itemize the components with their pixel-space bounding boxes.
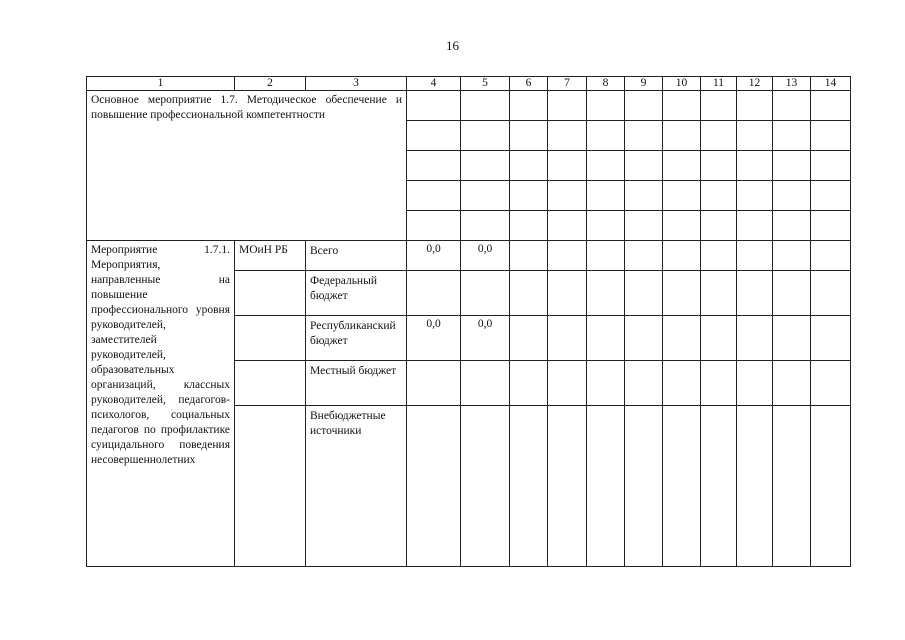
funding-source: Республиканский бюджет: [310, 320, 396, 347]
column-number: 6: [510, 77, 548, 91]
activity-description-cell: [87, 241, 235, 567]
main-activity-cell: [87, 91, 407, 241]
empty-cell: [737, 271, 773, 316]
column-number: 8: [587, 77, 625, 91]
empty-cell: [510, 181, 548, 211]
funding-source-cell: [306, 316, 407, 361]
amount-value: [407, 271, 460, 272]
amount-value: [407, 406, 460, 407]
empty-cell: [587, 211, 625, 241]
empty-cell: [663, 271, 701, 316]
empty-cell: [407, 181, 461, 211]
empty-cell: [663, 241, 701, 271]
empty-cell: [737, 406, 773, 567]
empty-cell: [510, 271, 548, 316]
empty-cell: [773, 211, 811, 241]
empty-cell: [548, 316, 587, 361]
funding-source: Внебюджетные источники: [310, 410, 386, 437]
column-number: 12: [737, 77, 773, 91]
empty-cell: [548, 361, 587, 406]
empty-cell: [625, 151, 663, 181]
empty-cell: [701, 406, 737, 567]
page-number: 16: [446, 38, 459, 53]
empty-cell: [587, 151, 625, 181]
empty-cell: [701, 211, 737, 241]
empty-cell: [663, 316, 701, 361]
empty-cell: [737, 316, 773, 361]
empty-cell: [737, 91, 773, 121]
amount-cell: [461, 361, 510, 406]
empty-cell: [461, 181, 510, 211]
empty-cell: [587, 361, 625, 406]
column-number: 13: [773, 77, 811, 91]
empty-cell: [548, 211, 587, 241]
empty-cell: [663, 151, 701, 181]
empty-cell: [811, 121, 851, 151]
empty-cell: [773, 181, 811, 211]
empty-cell: [587, 121, 625, 151]
empty-cell: [461, 211, 510, 241]
funding-source: Всего: [310, 245, 339, 257]
empty-cell: [510, 121, 548, 151]
empty-cell: [811, 181, 851, 211]
executor-cell: [235, 316, 306, 361]
funding-source: Федеральный бюджет: [310, 275, 377, 302]
empty-cell: [663, 121, 701, 151]
table-row: [87, 241, 851, 271]
main-activity-title: Основное мероприятие 1.7. Методическое обеспечение и повышение профессиональной компетентности: [91, 94, 402, 121]
empty-cell: [737, 241, 773, 271]
executor-cell: [235, 361, 306, 406]
empty-cell: [625, 406, 663, 567]
column-number-row: [87, 77, 851, 91]
amount-value: 0,0: [477, 318, 493, 330]
empty-cell: [773, 91, 811, 121]
empty-cell: [625, 211, 663, 241]
empty-cell: [737, 361, 773, 406]
empty-cell: [773, 241, 811, 271]
empty-cell: [510, 211, 548, 241]
empty-cell: [587, 241, 625, 271]
empty-cell: [663, 181, 701, 211]
empty-cell: [407, 91, 461, 121]
empty-cell: [811, 316, 851, 361]
funding-source-cell: [306, 361, 407, 406]
amount-cell: [461, 406, 510, 567]
empty-cell: [510, 316, 548, 361]
executor-cell: [235, 406, 306, 567]
amount-cell: [461, 271, 510, 316]
empty-cell: [407, 151, 461, 181]
empty-cell: [625, 121, 663, 151]
empty-cell: [548, 241, 587, 271]
column-number: 9: [625, 77, 663, 91]
column-number: 14: [811, 77, 851, 91]
empty-cell: [587, 91, 625, 121]
amount-value: [461, 361, 509, 362]
empty-cell: [625, 361, 663, 406]
empty-cell: [625, 241, 663, 271]
empty-cell: [548, 121, 587, 151]
empty-cell: [663, 361, 701, 406]
empty-cell: [773, 151, 811, 181]
empty-cell: [701, 121, 737, 151]
empty-cell: [587, 181, 625, 211]
column-number: 7: [548, 77, 587, 91]
amount-cell: [407, 406, 461, 567]
empty-cell: [510, 406, 548, 567]
empty-cell: [811, 91, 851, 121]
empty-cell: [811, 241, 851, 271]
amount-value: [407, 361, 460, 362]
empty-cell: [701, 91, 737, 121]
column-number: 3: [306, 77, 407, 91]
amount-value: 0,0: [477, 243, 493, 255]
empty-cell: [811, 271, 851, 316]
funding-source-cell: [306, 406, 407, 567]
empty-cell: [548, 181, 587, 211]
executor-cell: [235, 241, 306, 271]
amount-cell: [461, 316, 510, 361]
empty-cell: [811, 361, 851, 406]
empty-cell: [625, 271, 663, 316]
funding-source: Местный бюджет: [310, 365, 397, 377]
empty-cell: [548, 151, 587, 181]
empty-cell: [548, 91, 587, 121]
empty-cell: [663, 211, 701, 241]
empty-cell: [663, 91, 701, 121]
empty-cell: [773, 361, 811, 406]
empty-cell: [587, 316, 625, 361]
budget-table: [86, 76, 851, 567]
empty-cell: [701, 181, 737, 211]
executor-cell: [235, 271, 306, 316]
empty-cell: [548, 271, 587, 316]
empty-cell: [811, 211, 851, 241]
empty-cell: [461, 91, 510, 121]
empty-cell: [773, 406, 811, 567]
table-row: [87, 91, 851, 121]
amount-value: [461, 271, 509, 272]
empty-cell: [587, 406, 625, 567]
empty-cell: [663, 406, 701, 567]
empty-cell: [510, 241, 548, 271]
empty-cell: [701, 151, 737, 181]
empty-cell: [737, 151, 773, 181]
empty-cell: [701, 271, 737, 316]
column-number: 5: [461, 77, 510, 91]
empty-cell: [510, 91, 548, 121]
funding-source-cell: [306, 241, 407, 271]
empty-cell: [407, 211, 461, 241]
empty-cell: [737, 211, 773, 241]
empty-cell: [510, 361, 548, 406]
amount-cell: [407, 271, 461, 316]
amount-cell: [461, 241, 510, 271]
column-number: 4: [407, 77, 461, 91]
column-number: 2: [235, 77, 306, 91]
empty-cell: [625, 181, 663, 211]
amount-value: 0,0: [426, 318, 441, 330]
amount-cell: [407, 361, 461, 406]
funding-source-cell: [306, 271, 407, 316]
empty-cell: [701, 316, 737, 361]
empty-cell: [811, 406, 851, 567]
empty-cell: [625, 316, 663, 361]
column-number: 1: [87, 77, 235, 91]
empty-cell: [461, 121, 510, 151]
empty-cell: [625, 91, 663, 121]
column-number: 10: [663, 77, 701, 91]
empty-cell: [587, 271, 625, 316]
executor: МОиН РБ: [239, 244, 288, 256]
amount-cell: [407, 241, 461, 271]
empty-cell: [510, 151, 548, 181]
empty-cell: [701, 361, 737, 406]
empty-cell: [737, 181, 773, 211]
empty-cell: [548, 406, 587, 567]
empty-cell: [811, 151, 851, 181]
empty-cell: [773, 316, 811, 361]
amount-cell: [407, 316, 461, 361]
amount-value: 0,0: [426, 243, 441, 255]
amount-value: [461, 406, 509, 407]
column-number: 11: [701, 77, 737, 91]
empty-cell: [737, 121, 773, 151]
empty-cell: [773, 121, 811, 151]
empty-cell: [407, 121, 461, 151]
empty-cell: [701, 241, 737, 271]
empty-cell: [461, 151, 510, 181]
empty-cell: [773, 271, 811, 316]
activity-description: Мероприятие 1.7.1. Мероприятия, направленные на повышение профессионального уровня руководителей, заместителей руководителей, образовательных организаций, классных руководителей, педагогов-психологов, социальных педагогов по профилактике суицидального поведения несовершеннолетних: [91, 244, 230, 466]
